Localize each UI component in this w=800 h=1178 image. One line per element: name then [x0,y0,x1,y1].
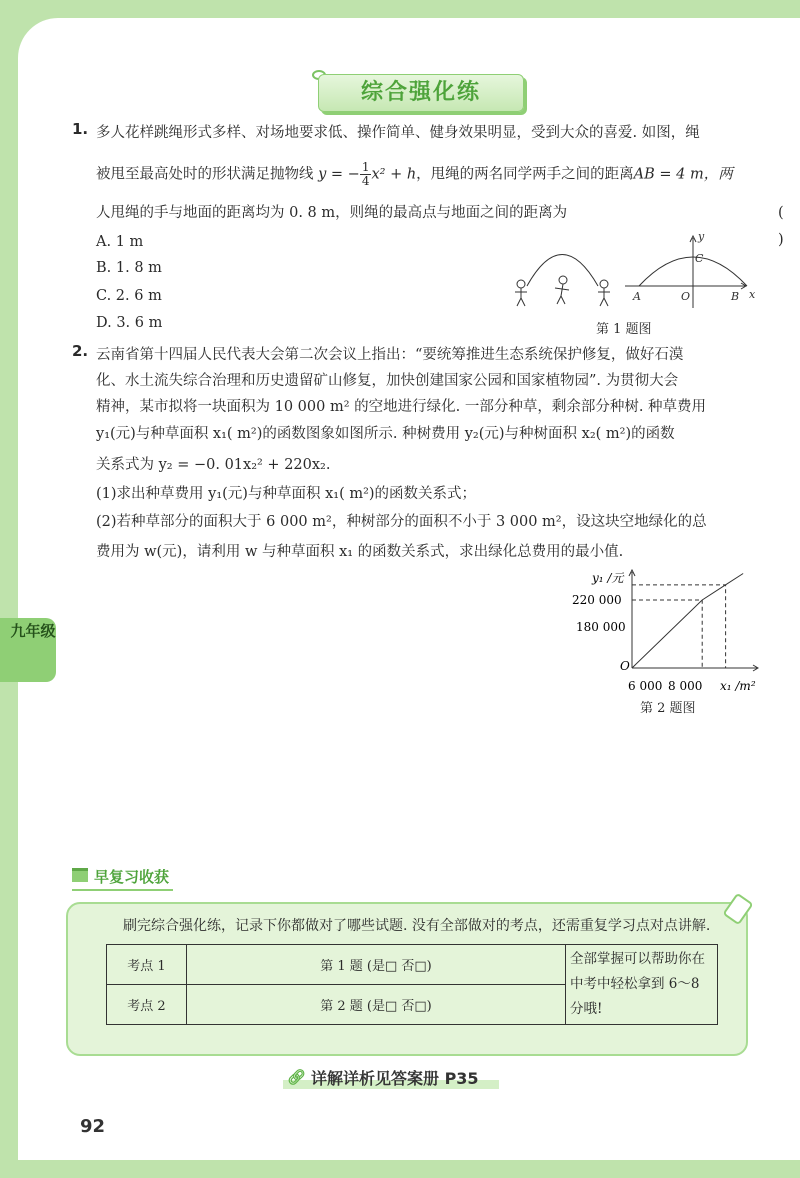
y-tick-label: 220 000 [572,593,622,607]
grade-tab: 九年级 [0,618,56,682]
q2-part-2: (2)若种草部分的面积大于 6 000 m²，种树部分的面积不小于 3 000 m²，设这块空地绿化的总 [96,514,707,530]
question-number: 1. [72,120,89,138]
point-cell: 考点 2 [107,985,187,1025]
q1-text: ，甩绳的两名同学两手之间的距离 [416,166,634,183]
gift-icon [72,868,88,882]
review-box [66,902,748,1056]
figure-1-caption: 第 1 题图 [596,322,652,337]
q1-line-3: 人甩绳的手与地面的距离均为 0. 8 m，则绳的最高点与地面之间的距离为 [96,205,568,221]
denominator: 4 [361,174,370,188]
origin-label: O [620,659,630,673]
page-number: 92 [80,1116,106,1137]
q1-text: AB = 4 m，两 [633,166,733,183]
guide-line [632,585,726,668]
answer-blank[interactable]: ( ) [778,205,784,248]
rope-curve [527,255,598,287]
option-d[interactable]: D. 3. 6 m [96,315,163,331]
q2-line: 费用为 w(元)，请利用 w 与种草面积 x₁ 的函数关系式，求出绿化总费用的最小值. [96,544,624,560]
q2-line: 精神，某市拟将一块面积为 10 000 m² 的空地进行绿化. 一部分种草，剩余部分种树. 种草费用 [96,399,707,415]
numerator: 1 [361,160,370,174]
person-right [600,280,608,288]
y-axis-label: y₁ /元 [592,571,624,585]
equation-part: x² + h [371,166,417,183]
question-cell[interactable]: 第 1 题 (是□ 否□) [187,945,566,985]
x-axis-label: x₁ /m² [720,679,756,693]
y-tick-label: 180 000 [576,620,626,634]
option-b[interactable]: B. 1. 8 m [96,260,162,276]
review-text: 刷完综合强化练，记录下你都做对了哪些试题. 没有全部做对的考点，还需重复学习点对点讲解. [123,918,711,934]
review-heading-text: 早复习收获 [94,868,170,886]
person-middle [559,276,567,284]
q1-text: 被甩至最高处时的形状满足抛物线 [96,166,314,183]
q2-part-1: (1)求出种草费用 y₁(元)与种草面积 x₁( m²)的函数关系式； [96,486,477,502]
label-x: x [749,288,756,301]
section-title: 综合强化练 [318,74,524,112]
question-cell[interactable]: 第 2 题 (是□ 否□) [187,985,566,1025]
question-number: 2. [72,342,89,360]
equation-part: y = − [318,166,360,183]
x-axis [632,665,758,671]
q2-line: 化、水土流失综合治理和历史遗留矿山修复，加快创建国家公园和国家植物园”. 为贯彻大会 [96,373,679,389]
label-b: B [731,290,740,303]
x-tick-label: 8 000 [668,679,703,693]
person-left [517,280,525,288]
table-row [107,945,718,985]
q2-line: y₁(元)与种草面积 x₁( m²)的函数图象如图所示. 种树费用 y₂(元)与种树面积 x₂( m²)的函数 [96,426,675,442]
q2-line: 关系式为 y₂ = −0. 01x₂² + 220x₂. [96,457,331,473]
option-a[interactable]: A. 1 m [96,234,144,250]
label-c: C [695,252,704,265]
data-line [632,574,743,669]
q1-line-2 [96,161,733,189]
fraction [360,161,372,188]
point-cell: 考点 1 [107,945,187,985]
label-a: A [633,290,641,303]
link-icon: 🔗︎ [287,1068,307,1086]
figure-1 [505,228,765,310]
q1-line-1: 多人花样跳绳形式多样、对场地要求低、操作简单、健身效果明显，受到大众的喜爱. 如图，绳 [96,125,700,141]
review-table [106,944,718,1025]
note-cell: 全部掌握可以帮助你在中考中轻松拿到 6～8 分哦! [566,945,718,1025]
q2-line: 云南省第十四届人民代表大会第二次会议上指出：“要统筹推进生态系统保护修复，做好石漠 [96,347,684,363]
label-y: y [698,230,705,243]
answer-reference-text: 详解详析见答案册 P35 [311,1069,479,1088]
option-c[interactable]: C. 2. 6 m [96,288,162,304]
figure-2-chart [570,568,770,698]
answer-reference [283,1066,499,1089]
figure-2-caption: 第 2 题图 [640,701,696,716]
x-tick-label: 6 000 [628,679,663,693]
review-heading [72,866,173,891]
label-o: O [681,290,691,303]
